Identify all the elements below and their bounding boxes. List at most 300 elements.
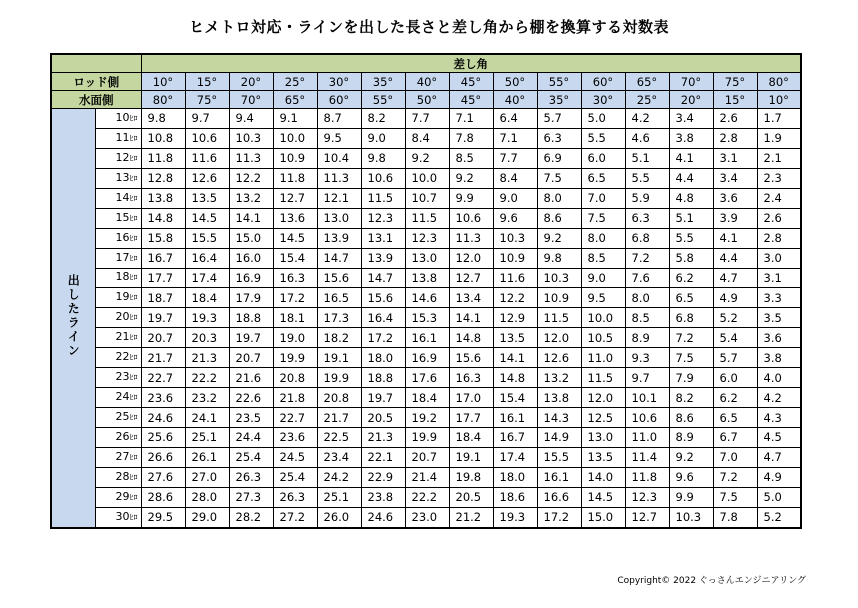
- rod-angle-cell: 20°: [229, 73, 273, 91]
- depth-value-cell: 12.0: [581, 388, 625, 408]
- depth-value-cell: 12.9: [493, 308, 537, 328]
- depth-value-cell: 12.1: [317, 188, 361, 208]
- depth-value-cell: 10.3: [669, 507, 713, 527]
- depth-value-cell: 16.5: [317, 288, 361, 308]
- line-length-cell: [95, 328, 141, 348]
- table-row: [51, 168, 801, 188]
- depth-value-cell: 7.0: [713, 447, 757, 467]
- corner-cell: [51, 54, 141, 73]
- depth-value-cell: 8.5: [625, 308, 669, 328]
- depth-value-cell: 7.1: [449, 109, 493, 129]
- depth-value-cell: 22.9: [361, 467, 405, 487]
- depth-value-cell: 13.2: [229, 188, 273, 208]
- depth-value-cell: 19.7: [361, 388, 405, 408]
- depth-value-cell: 26.3: [273, 487, 317, 507]
- depth-value-cell: 14.1: [229, 208, 273, 228]
- rod-angle-cell: 10°: [141, 73, 185, 91]
- depth-value-cell: 13.9: [361, 248, 405, 268]
- depth-value-cell: 15.5: [537, 447, 581, 467]
- depth-value-cell: 4.9: [713, 288, 757, 308]
- depth-value-cell: 11.0: [581, 348, 625, 368]
- depth-value-cell: 19.9: [317, 368, 361, 388]
- water-angle-cell: 60°: [317, 91, 361, 109]
- depth-value-cell: 8.9: [669, 428, 713, 448]
- depth-value-cell: 2.3: [757, 168, 801, 188]
- table-row: [51, 208, 801, 228]
- depth-value-cell: 14.7: [317, 248, 361, 268]
- depth-value-cell: 8.5: [449, 148, 493, 168]
- depth-value-cell: 2.8: [757, 228, 801, 248]
- depth-value-cell: 8.5: [581, 248, 625, 268]
- depth-value-cell: 14.8: [141, 208, 185, 228]
- depth-value-cell: 18.1: [273, 308, 317, 328]
- depth-value-cell: 12.8: [141, 168, 185, 188]
- depth-value-cell: 21.8: [273, 388, 317, 408]
- depth-value-cell: 19.7: [229, 328, 273, 348]
- line-length-value: 13: [115, 170, 130, 184]
- depth-value-cell: 6.8: [625, 228, 669, 248]
- table-row: [51, 228, 801, 248]
- depth-value-cell: 10.4: [317, 148, 361, 168]
- depth-value-cell: 27.0: [185, 467, 229, 487]
- depth-value-cell: 11.5: [405, 208, 449, 228]
- table-row: [51, 507, 801, 527]
- depth-value-cell: 7.5: [669, 348, 713, 368]
- line-length-cell: [95, 109, 141, 129]
- line-length-value: 28: [115, 469, 130, 483]
- depth-value-cell: 12.6: [537, 348, 581, 368]
- water-side-label: 水面側: [51, 91, 141, 109]
- depth-value-cell: 9.0: [493, 188, 537, 208]
- depth-value-cell: 10.9: [273, 148, 317, 168]
- rod-angle-row: [51, 73, 801, 91]
- depth-value-cell: 26.1: [185, 447, 229, 467]
- depth-value-cell: 11.6: [493, 268, 537, 288]
- depth-value-cell: 7.7: [405, 109, 449, 129]
- depth-value-cell: 19.0: [273, 328, 317, 348]
- depth-value-cell: 6.2: [713, 388, 757, 408]
- depth-value-cell: 25.4: [273, 467, 317, 487]
- depth-value-cell: 13.0: [405, 248, 449, 268]
- depth-value-cell: 3.8: [757, 348, 801, 368]
- depth-value-cell: 9.4: [229, 109, 273, 129]
- depth-value-cell: 3.9: [713, 208, 757, 228]
- depth-value-cell: 12.5: [581, 408, 625, 428]
- depth-value-cell: 9.2: [669, 447, 713, 467]
- depth-value-cell: 13.2: [537, 368, 581, 388]
- water-angle-cell: 15°: [713, 91, 757, 109]
- depth-value-cell: 28.0: [185, 487, 229, 507]
- depth-value-cell: 2.1: [757, 148, 801, 168]
- depth-value-cell: 20.7: [405, 447, 449, 467]
- depth-value-cell: 2.8: [713, 128, 757, 148]
- depth-value-cell: 14.5: [185, 208, 229, 228]
- copyright-text: Copyright© 2022 ぐっさんエンジニアリング: [617, 576, 806, 586]
- depth-value-cell: 10.5: [581, 328, 625, 348]
- rod-angle-cell: 75°: [713, 73, 757, 91]
- line-length-unit: ﾋﾛ: [129, 393, 138, 403]
- depth-value-cell: 12.7: [273, 188, 317, 208]
- line-length-value: 10: [115, 110, 130, 124]
- water-angle-cell: 80°: [141, 91, 185, 109]
- line-length-cell: [95, 228, 141, 248]
- depth-value-cell: 4.7: [757, 447, 801, 467]
- line-length-value: 11: [115, 130, 130, 144]
- depth-value-cell: 25.6: [141, 428, 185, 448]
- line-length-cell: [95, 368, 141, 388]
- depth-value-cell: 3.1: [757, 268, 801, 288]
- depth-value-cell: 9.5: [317, 128, 361, 148]
- water-angle-cell: 50°: [405, 91, 449, 109]
- line-length-label-text: 出したライン: [66, 273, 81, 358]
- depth-value-cell: 2.6: [713, 109, 757, 129]
- depth-value-cell: 5.5: [581, 128, 625, 148]
- depth-value-cell: 14.0: [581, 467, 625, 487]
- line-length-cell: [95, 467, 141, 487]
- rod-angle-cell: 25°: [273, 73, 317, 91]
- depth-value-cell: 15.0: [581, 507, 625, 527]
- depth-value-cell: 10.6: [449, 208, 493, 228]
- depth-value-cell: 6.3: [625, 208, 669, 228]
- depth-value-cell: 3.0: [757, 248, 801, 268]
- water-angle-row: [51, 91, 801, 109]
- depth-value-cell: 15.5: [185, 228, 229, 248]
- depth-value-cell: 7.9: [669, 368, 713, 388]
- depth-value-cell: 16.7: [493, 428, 537, 448]
- depth-value-cell: 11.5: [537, 308, 581, 328]
- depth-value-cell: 8.9: [625, 328, 669, 348]
- depth-value-cell: 7.1: [493, 128, 537, 148]
- depth-value-cell: 10.0: [273, 128, 317, 148]
- rod-angle-cell: 70°: [669, 73, 713, 91]
- depth-value-cell: 14.5: [581, 487, 625, 507]
- depth-value-cell: 3.8: [669, 128, 713, 148]
- depth-value-cell: 14.9: [537, 428, 581, 448]
- table-row: [51, 248, 801, 268]
- depth-value-cell: 16.4: [185, 248, 229, 268]
- depth-value-cell: 10.3: [229, 128, 273, 148]
- line-length-unit: ﾋﾛ: [129, 472, 138, 482]
- depth-value-cell: 22.7: [273, 408, 317, 428]
- line-length-unit: ﾋﾛ: [129, 233, 138, 243]
- water-angle-cell: 40°: [493, 91, 537, 109]
- depth-value-cell: 24.5: [273, 447, 317, 467]
- depth-value-cell: 8.4: [493, 168, 537, 188]
- depth-value-cell: 13.8: [141, 188, 185, 208]
- depth-value-cell: 9.2: [449, 168, 493, 188]
- line-length-value: 27: [115, 449, 130, 463]
- depth-value-cell: 25.1: [317, 487, 361, 507]
- depth-value-cell: 9.1: [273, 109, 317, 129]
- depth-value-cell: 15.6: [449, 348, 493, 368]
- depth-value-cell: 18.0: [493, 467, 537, 487]
- line-length-value: 29: [115, 489, 130, 503]
- depth-value-cell: 8.0: [581, 228, 625, 248]
- depth-value-cell: 7.2: [625, 248, 669, 268]
- depth-value-cell: 16.3: [449, 368, 493, 388]
- depth-value-cell: 9.6: [493, 208, 537, 228]
- depth-value-cell: 6.3: [537, 128, 581, 148]
- depth-value-cell: 10.3: [493, 228, 537, 248]
- depth-value-cell: 5.2: [713, 308, 757, 328]
- depth-value-cell: 16.1: [405, 328, 449, 348]
- water-angle-cell: 65°: [273, 91, 317, 109]
- depth-value-cell: 27.2: [273, 507, 317, 527]
- depth-value-cell: 10.6: [625, 408, 669, 428]
- line-length-unit: ﾋﾛ: [129, 313, 138, 323]
- line-length-cell: [95, 288, 141, 308]
- depth-value-cell: 4.6: [625, 128, 669, 148]
- depth-value-cell: 5.5: [669, 228, 713, 248]
- depth-value-cell: 3.4: [713, 168, 757, 188]
- depth-value-cell: 22.5: [317, 428, 361, 448]
- depth-value-cell: 7.5: [713, 487, 757, 507]
- depth-value-cell: 1.7: [757, 109, 801, 129]
- depth-value-cell: 21.3: [185, 348, 229, 368]
- depth-value-cell: 15.8: [141, 228, 185, 248]
- depth-value-cell: 25.1: [185, 428, 229, 448]
- depth-value-cell: 12.0: [449, 248, 493, 268]
- line-length-value: 21: [115, 330, 130, 344]
- depth-value-cell: 14.8: [449, 328, 493, 348]
- depth-value-cell: 5.4: [713, 328, 757, 348]
- rod-angle-cell: 40°: [405, 73, 449, 91]
- depth-value-cell: 12.3: [625, 487, 669, 507]
- depth-value-cell: 14.1: [493, 348, 537, 368]
- depth-value-cell: 12.3: [361, 208, 405, 228]
- line-length-cell: [95, 248, 141, 268]
- table-row: [51, 148, 801, 168]
- line-length-cell: [95, 268, 141, 288]
- depth-value-cell: 16.3: [273, 268, 317, 288]
- water-angle-cell: 75°: [185, 91, 229, 109]
- depth-value-cell: 20.7: [141, 328, 185, 348]
- line-length-cell: [95, 507, 141, 527]
- depth-value-cell: 11.5: [361, 188, 405, 208]
- line-length-value: 15: [115, 210, 130, 224]
- depth-value-cell: 14.7: [361, 268, 405, 288]
- depth-value-cell: 10.6: [361, 168, 405, 188]
- depth-value-cell: 5.2: [757, 507, 801, 527]
- depth-value-cell: 16.9: [405, 348, 449, 368]
- depth-value-cell: 12.3: [405, 228, 449, 248]
- depth-value-cell: 4.0: [757, 368, 801, 388]
- depth-value-cell: 4.1: [713, 228, 757, 248]
- line-length-cell: [95, 168, 141, 188]
- depth-value-cell: 23.8: [361, 487, 405, 507]
- line-length-unit: ﾋﾛ: [129, 273, 138, 283]
- depth-value-cell: 10.7: [405, 188, 449, 208]
- depth-value-cell: 17.9: [229, 288, 273, 308]
- depth-value-cell: 24.6: [141, 408, 185, 428]
- depth-value-cell: 15.4: [273, 248, 317, 268]
- depth-value-cell: 23.6: [141, 388, 185, 408]
- depth-value-cell: 12.7: [625, 507, 669, 527]
- depth-value-cell: 13.0: [581, 428, 625, 448]
- depth-value-cell: 13.1: [361, 228, 405, 248]
- depth-value-cell: 25.4: [229, 447, 273, 467]
- water-angle-cell: 45°: [449, 91, 493, 109]
- depth-value-cell: 16.9: [229, 268, 273, 288]
- line-length-cell: [95, 208, 141, 228]
- depth-value-cell: 9.0: [581, 268, 625, 288]
- depth-value-cell: 12.6: [185, 168, 229, 188]
- depth-value-cell: 27.6: [141, 467, 185, 487]
- depth-value-cell: 18.2: [317, 328, 361, 348]
- line-length-value: 24: [115, 390, 130, 404]
- depth-value-cell: 27.3: [229, 487, 273, 507]
- depth-value-cell: 10.9: [537, 288, 581, 308]
- depth-value-cell: 22.2: [405, 487, 449, 507]
- depth-value-cell: 17.4: [493, 447, 537, 467]
- table-row: [51, 348, 801, 368]
- depth-value-cell: 10.3: [537, 268, 581, 288]
- table-row: [51, 308, 801, 328]
- depth-value-cell: 9.8: [537, 248, 581, 268]
- line-length-unit: ﾋﾛ: [129, 432, 138, 442]
- table-row: [51, 268, 801, 288]
- depth-value-cell: 3.5: [757, 308, 801, 328]
- depth-value-cell: 13.8: [537, 388, 581, 408]
- depth-value-cell: 11.8: [141, 148, 185, 168]
- depth-value-cell: 5.5: [625, 168, 669, 188]
- depth-value-cell: 7.5: [581, 208, 625, 228]
- depth-value-cell: 23.5: [229, 408, 273, 428]
- rod-angle-cell: 35°: [361, 73, 405, 91]
- rod-angle-cell: 45°: [449, 73, 493, 91]
- depth-value-cell: 9.7: [625, 368, 669, 388]
- table-row: [51, 368, 801, 388]
- depth-value-cell: 6.2: [669, 268, 713, 288]
- depth-value-cell: 9.8: [141, 109, 185, 129]
- depth-value-cell: 9.6: [669, 467, 713, 487]
- depth-value-cell: 23.0: [405, 507, 449, 527]
- depth-value-cell: 13.0: [317, 208, 361, 228]
- depth-value-cell: 8.6: [537, 208, 581, 228]
- depth-value-cell: 20.5: [449, 487, 493, 507]
- depth-value-cell: 9.7: [185, 109, 229, 129]
- depth-value-cell: 15.3: [405, 308, 449, 328]
- depth-value-cell: 5.7: [713, 348, 757, 368]
- depth-value-cell: 9.9: [449, 188, 493, 208]
- depth-value-cell: 16.0: [229, 248, 273, 268]
- line-length-value: 18: [115, 270, 130, 284]
- line-length-unit: ﾋﾛ: [129, 253, 138, 263]
- depth-value-cell: 19.2: [405, 408, 449, 428]
- rod-angle-cell: 65°: [625, 73, 669, 91]
- line-length-value: 22: [115, 350, 130, 364]
- depth-value-cell: 9.9: [669, 487, 713, 507]
- depth-value-cell: 19.3: [185, 308, 229, 328]
- depth-value-cell: 18.4: [405, 388, 449, 408]
- depth-value-cell: 18.6: [493, 487, 537, 507]
- table-row: [51, 447, 801, 467]
- depth-value-cell: 21.3: [361, 428, 405, 448]
- depth-value-cell: 26.3: [229, 467, 273, 487]
- line-length-cell: [95, 128, 141, 148]
- depth-value-cell: 18.4: [185, 288, 229, 308]
- depth-value-cell: 19.9: [273, 348, 317, 368]
- line-length-cell: [95, 348, 141, 368]
- depth-value-cell: 13.5: [581, 447, 625, 467]
- table-row: [51, 428, 801, 448]
- depth-value-cell: 17.2: [537, 507, 581, 527]
- depth-value-cell: 8.7: [317, 109, 361, 129]
- line-length-value: 12: [115, 150, 130, 164]
- line-length-value: 17: [115, 250, 130, 264]
- depth-value-cell: 18.4: [449, 428, 493, 448]
- water-angle-cell: 25°: [625, 91, 669, 109]
- line-length-value: 26: [115, 429, 130, 443]
- depth-value-cell: 7.6: [625, 268, 669, 288]
- depth-value-cell: 8.2: [361, 109, 405, 129]
- line-length-unit: ﾋﾛ: [129, 373, 138, 383]
- depth-value-cell: 19.1: [317, 348, 361, 368]
- angle-header: 差し角: [141, 54, 801, 73]
- depth-value-cell: 6.5: [581, 168, 625, 188]
- depth-value-cell: 17.7: [449, 408, 493, 428]
- line-length-unit: ﾋﾛ: [129, 153, 138, 163]
- depth-value-cell: 14.3: [537, 408, 581, 428]
- depth-value-cell: 15.0: [229, 228, 273, 248]
- depth-value-cell: 14.6: [405, 288, 449, 308]
- depth-value-cell: 8.0: [625, 288, 669, 308]
- conversion-table: [50, 53, 802, 529]
- line-length-unit: ﾋﾛ: [129, 293, 138, 303]
- depth-value-cell: 10.0: [581, 308, 625, 328]
- depth-value-cell: 16.7: [141, 248, 185, 268]
- depth-value-cell: 11.3: [449, 228, 493, 248]
- depth-value-cell: 3.6: [757, 328, 801, 348]
- line-length-cell: [95, 447, 141, 467]
- depth-value-cell: 19.9: [405, 428, 449, 448]
- depth-value-cell: 22.1: [361, 447, 405, 467]
- depth-value-cell: 9.2: [537, 228, 581, 248]
- depth-value-cell: 7.0: [581, 188, 625, 208]
- depth-value-cell: 19.7: [141, 308, 185, 328]
- depth-value-cell: 13.6: [273, 208, 317, 228]
- line-length-unit: ﾋﾛ: [129, 452, 138, 462]
- depth-value-cell: 4.2: [625, 109, 669, 129]
- depth-value-cell: 10.0: [405, 168, 449, 188]
- depth-value-cell: 8.2: [669, 388, 713, 408]
- depth-value-cell: 21.2: [449, 507, 493, 527]
- depth-value-cell: 13.9: [317, 228, 361, 248]
- depth-value-cell: 13.5: [493, 328, 537, 348]
- depth-value-cell: 11.3: [317, 168, 361, 188]
- depth-value-cell: 13.8: [405, 268, 449, 288]
- depth-value-cell: 3.6: [713, 188, 757, 208]
- depth-value-cell: 7.2: [669, 328, 713, 348]
- depth-value-cell: 4.1: [669, 148, 713, 168]
- depth-value-cell: 1.9: [757, 128, 801, 148]
- angle-header-row: [51, 54, 801, 73]
- depth-value-cell: 4.8: [669, 188, 713, 208]
- line-length-unit: ﾋﾛ: [129, 512, 138, 522]
- depth-value-cell: 2.4: [757, 188, 801, 208]
- line-length-unit: ﾋﾛ: [129, 333, 138, 343]
- depth-value-cell: 4.2: [757, 388, 801, 408]
- depth-value-cell: 22.2: [185, 368, 229, 388]
- depth-value-cell: 6.0: [581, 148, 625, 168]
- depth-value-cell: 12.2: [493, 288, 537, 308]
- depth-value-cell: 7.8: [449, 128, 493, 148]
- line-length-unit: ﾋﾛ: [129, 213, 138, 223]
- rod-side-label: ロッド側: [51, 73, 141, 91]
- table-row: [51, 288, 801, 308]
- depth-value-cell: 4.4: [713, 248, 757, 268]
- depth-value-cell: 23.4: [317, 447, 361, 467]
